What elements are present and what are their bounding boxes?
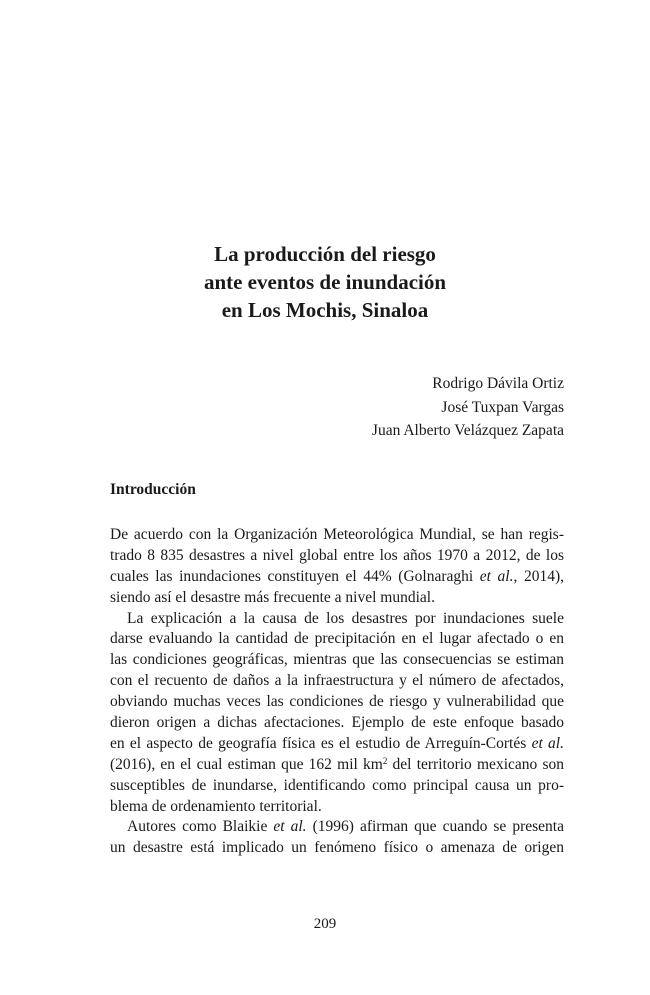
page-number: 209 (313, 916, 337, 932)
author-name: Juan Alberto Velázquez Zapata (371, 422, 564, 439)
author-name: José Tuxpan Vargas (441, 398, 564, 416)
title-line: La producción del riesgo (214, 242, 436, 266)
text-line: cuales las inundaciones constituyen el 44% (Golnaraghi et al., 2014), (110, 567, 564, 585)
text-line: trado 8 835 desastres a nivel global entre los años 1970 a 2012, de los (110, 546, 564, 564)
title-line: en Los Mochis, Sinaloa (221, 298, 429, 322)
text-line: susceptibles de inundarse, identificando como principal causa un pro- (110, 776, 564, 794)
section-heading: Introducción (110, 481, 196, 498)
text-line: dieron origen a dichas afectaciones. Ejemplo de este enfoque basado (110, 714, 564, 732)
text-line: con el recuento de daños a la infraestructura y el número de afectados, (110, 672, 564, 690)
text-line: Autores como Blaikie et al. (1996) afirman que cuando se presenta (127, 818, 564, 836)
text-line: darse evaluando la cantidad de precipitación en el lugar afectado o en (110, 630, 564, 648)
author-name: Rodrigo Dávila Ortiz (432, 375, 564, 392)
text-line: en el aspecto de geografía física es el estudio de Arreguín-Cortés et al. (110, 734, 564, 752)
text-line: obviando muchas veces las condiciones de riesgo y vulnerabilidad que (110, 693, 564, 711)
text-line: (2016), en el cual estiman que 162 mil $km^2$ del territorio mexicano son (110, 755, 564, 773)
title-line: ante eventos de inundación (203, 270, 447, 294)
text-line: blema de ordenamiento territorial. (110, 797, 322, 815)
text-line: siendo así el desastre más frecuente a nivel mundial. (110, 588, 435, 606)
chapter-title (0, 240, 650, 324)
body-text (110, 525, 564, 859)
author-list (372, 372, 564, 443)
text-line: La explicación a la causa de los desastres por inundaciones suele (127, 609, 564, 627)
text-line: un desastre está implicado un fenómeno físico o amenaza de origen (110, 839, 564, 857)
text-line: las condiciones geográficas, mientras que las consecuencias se estiman (110, 651, 564, 669)
text-line: De acuerdo con la Organización Meteorológica Mundial, se han regis- (110, 526, 564, 543)
